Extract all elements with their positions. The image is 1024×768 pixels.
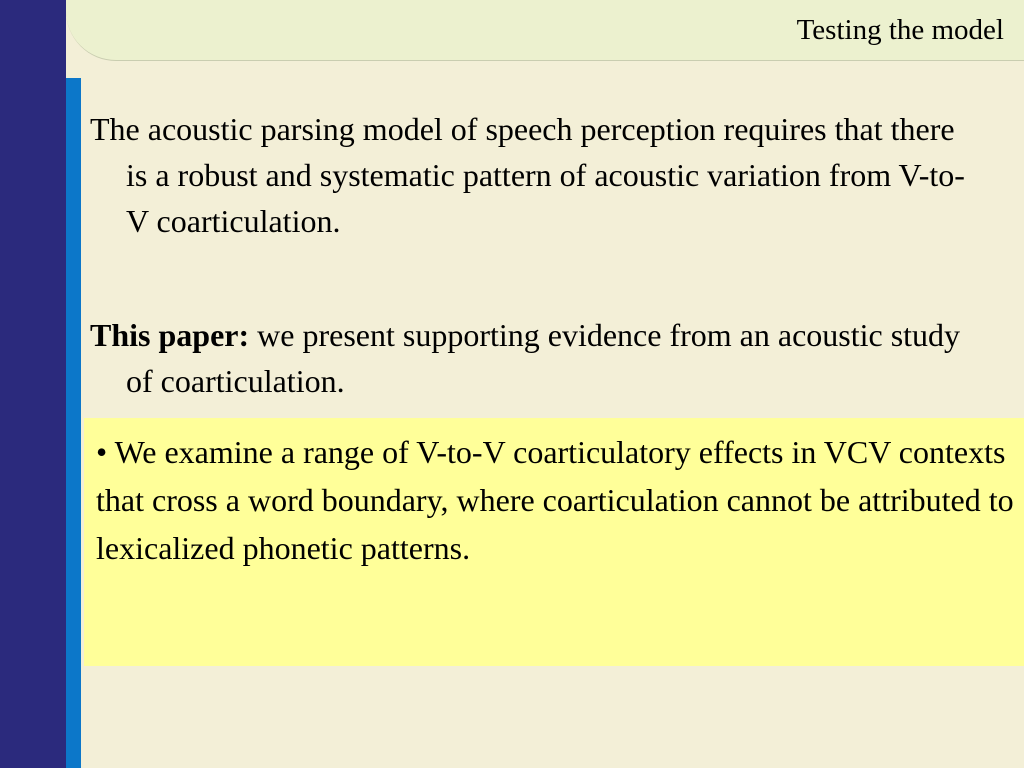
- paragraph-spacer: [90, 244, 970, 312]
- paragraph-acoustic-parsing: The acoustic parsing model of speech perception requires that there is a robust and systematic pattern of acoustic variation from V-to-V coarticulation.: [90, 111, 965, 239]
- paragraph-this-paper-text: we present supporting evidence from an acoustic study of coarticulation.: [126, 317, 961, 399]
- callout-box: [84, 418, 1024, 666]
- slide-title: Testing the model: [796, 14, 1004, 46]
- left-decorative-bar: [0, 0, 66, 768]
- slide-body: [90, 106, 970, 404]
- left-accent-bar: [66, 78, 81, 768]
- callout-text: • We examine a range of V-to-V coarticulatory effects in VCV contexts that cross a word boundary, where coarticulation cannot be attributed to lexicalized phonetic patterns.: [96, 434, 1014, 566]
- paragraph-lead-label: This paper:: [90, 317, 250, 353]
- paragraph-this-paper: [90, 312, 970, 404]
- title-band: [66, 0, 1024, 61]
